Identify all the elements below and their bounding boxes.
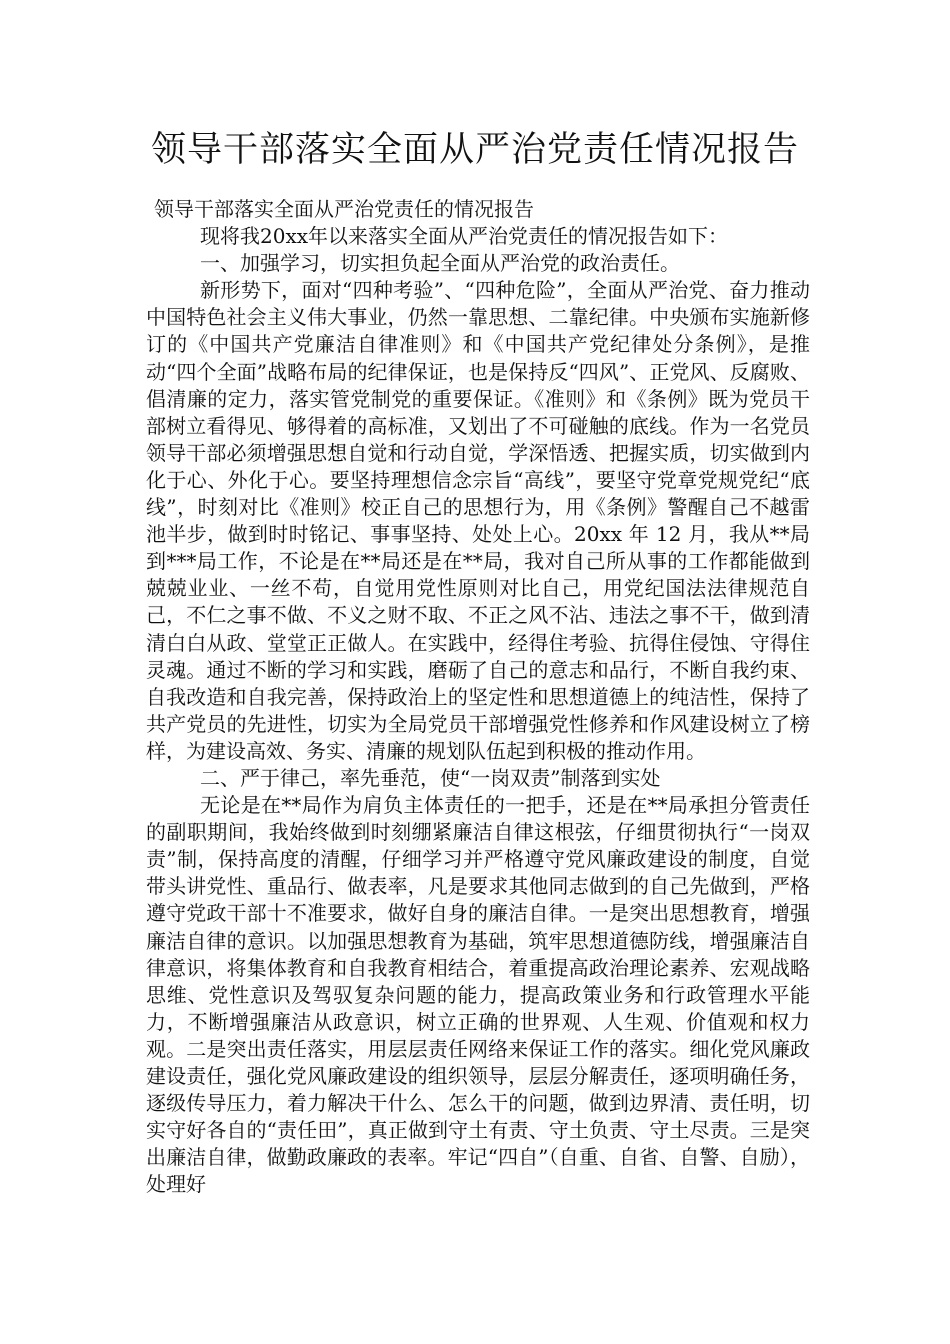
section-heading-1: 一、加强学习，切实担负起全面从严治党的政治责任。 [200,251,680,276]
intro-paragraph: 现将我20xx年以来落实全面从严治党责任的情况报告如下： [200,224,729,249]
subtitle-paragraph: 领导干部落实全面从严治党责任的情况报告 [154,197,534,221]
body-paragraph-1: 新形势下，面对“四种考验”、“四种危险”，全面从严治党、奋力推动中国特色社会主义伟大事业，仍然一靠思想、二靠纪律。中央颁布实施新修订的《中国共产党廉洁自律准则》和《中国共产党纪律处分条例》，是推动“四个全面”战略布局的纪律保证，也是保持反“四风”、正党风、反腐败、倡清廉的定力，落实管党制党的重要保证。《准则》和《条例》既为党员干部树立看得见、够得着的高标准，又划出了不可碰触的底线。作为一名党员领导干部必须增强思想自觉和行动自觉，学深悟透、把握实质，切实做到内化于心、外化于心。要坚持理想信念宗旨“高线”，要坚守党章党规党纪“底线”，时刻对比《准则》校正自己的思想行为，用《条例》警醒自己不越雷池半步，做到时时铭记、事事坚持、处处上心。20xx 年 12 月，我从**局到***局工作，不论是在**局还是在**局，我对自己所从事的工作都能做到兢兢业业、一丝不苟，自觉用党性原则对比自己，用党纪国法法律规范自己，不仁之事不做、不义之财不取、不正之风不沾、违法之事不干，做到清清白白从政、堂堂正正做人。在实践中，经得住考验、抗得住侵蚀、守得住灵魂。通过不断的学习和实践，磨砺了自己的意志和品行，不断自我约束、自我改造和自我完善，保持政治上的坚定性和思想道德上的纯洁性，保持了共产党员的先进性，切实为全局党员干部增强党性修养和作风建设树立了榜样，为建设高效、务实、清廉的规划队伍起到积极的推动作用。 [146,278,810,763]
section-heading-2: 二、严于律己，率先垂范，使“一岗双责”制落到实处 [200,765,661,790]
document-title: 领导干部落实全面从严治党责任情况报告 [150,130,799,170]
document-body [146,196,810,1198]
body-paragraph-2: 无论是在**局作为肩负主体责任的一把手，还是在**局承担分管责任的副职期间，我始终做到时刻绷紧廉洁自律这根弦，仔细贯彻执行“一岗双责”制，保持高度的清醒，仔细学习并严格遵守党风廉政建设的制度，自觉带头讲党性、重品行、做表率，凡是要求其他同志做到的自己先做到，严格遵守党政干部十不准要求，做好自身的廉洁自律。一是突出思想教育，增强廉洁自律的意识。以加强思想教育为基础，筑牢思想道德防线，增强廉洁自律意识，将集体教育和自我教育相结合，着重提高政治理论素养、宏观战略思维、党性意识及驾驭复杂问题的能力，提高政策业务和行政管理水平能力，不断增强廉洁从政意识，树立正确的世界观、人生观、价值观和权力观。二是突出责任落实，用层层责任网络来保证工作的落实。细化党风廉政建设责任，强化党风廉政建设的组织领导，层层分解责任，逐项明确任务，逐级传导压力，着力解决干什么、怎么干的问题，做到边界清、责任明，切实守好各自的“责任田”，真正做到守土有责、守土负责、守土尽责。三是突出廉洁自律，做勤政廉政的表率。牢记“四自”（自重、自省、自警、自励），处理好 [146,793,810,1197]
